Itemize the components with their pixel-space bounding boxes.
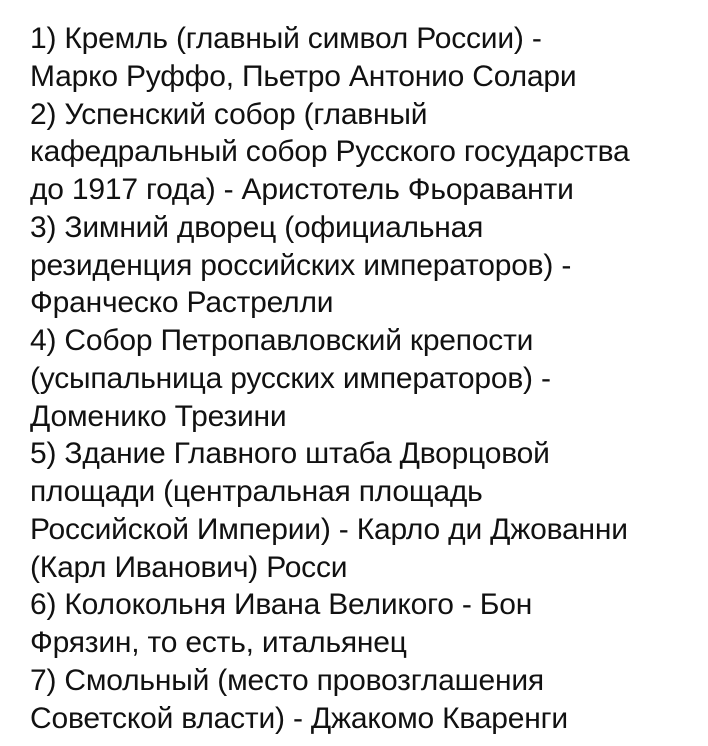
architects-list — [30, 20, 700, 737]
text-line: 1) Кремль (главный символ России) - — [30, 22, 542, 55]
text-line: Российской Империи) - Карло ди Джованни — [30, 512, 628, 546]
text-line: Фрязин, то есть, итальянец — [30, 626, 407, 659]
text-line: резиденция российских императоров) - — [30, 248, 572, 282]
text-line: Доменико Трезини — [30, 399, 287, 433]
text-line: 5) Здание Главного штаба Дворцовой — [30, 437, 550, 471]
text-line: 7) Смольный (место провозглашения — [30, 663, 544, 697]
text-line: 6) Колокольня Ивана Великого - Бон — [30, 588, 533, 622]
text-line: 2) Успенский собор (главный — [30, 97, 428, 131]
text-line: (усыпальница русских императоров) - — [30, 361, 551, 395]
text-line: Советской власти) - Джакомо Кваренги — [30, 701, 568, 735]
text-line: кафедральный собор Русского государства — [30, 135, 630, 169]
text-line: (Карл Иванович) Росси — [30, 550, 348, 584]
text-line: 4) Собор Петропавловский крепости — [30, 324, 534, 357]
text-line: Франческо Растрелли — [30, 286, 334, 320]
text-line: площади (центральная площадь — [30, 475, 483, 508]
text-line: до 1917 года) - Аристотель Фьораванти — [30, 173, 574, 206]
text-line: 3) Зимний дворец (официальная — [30, 210, 484, 244]
text-line: Марко Руффо, Пьетро Антонио Солари — [30, 59, 577, 93]
